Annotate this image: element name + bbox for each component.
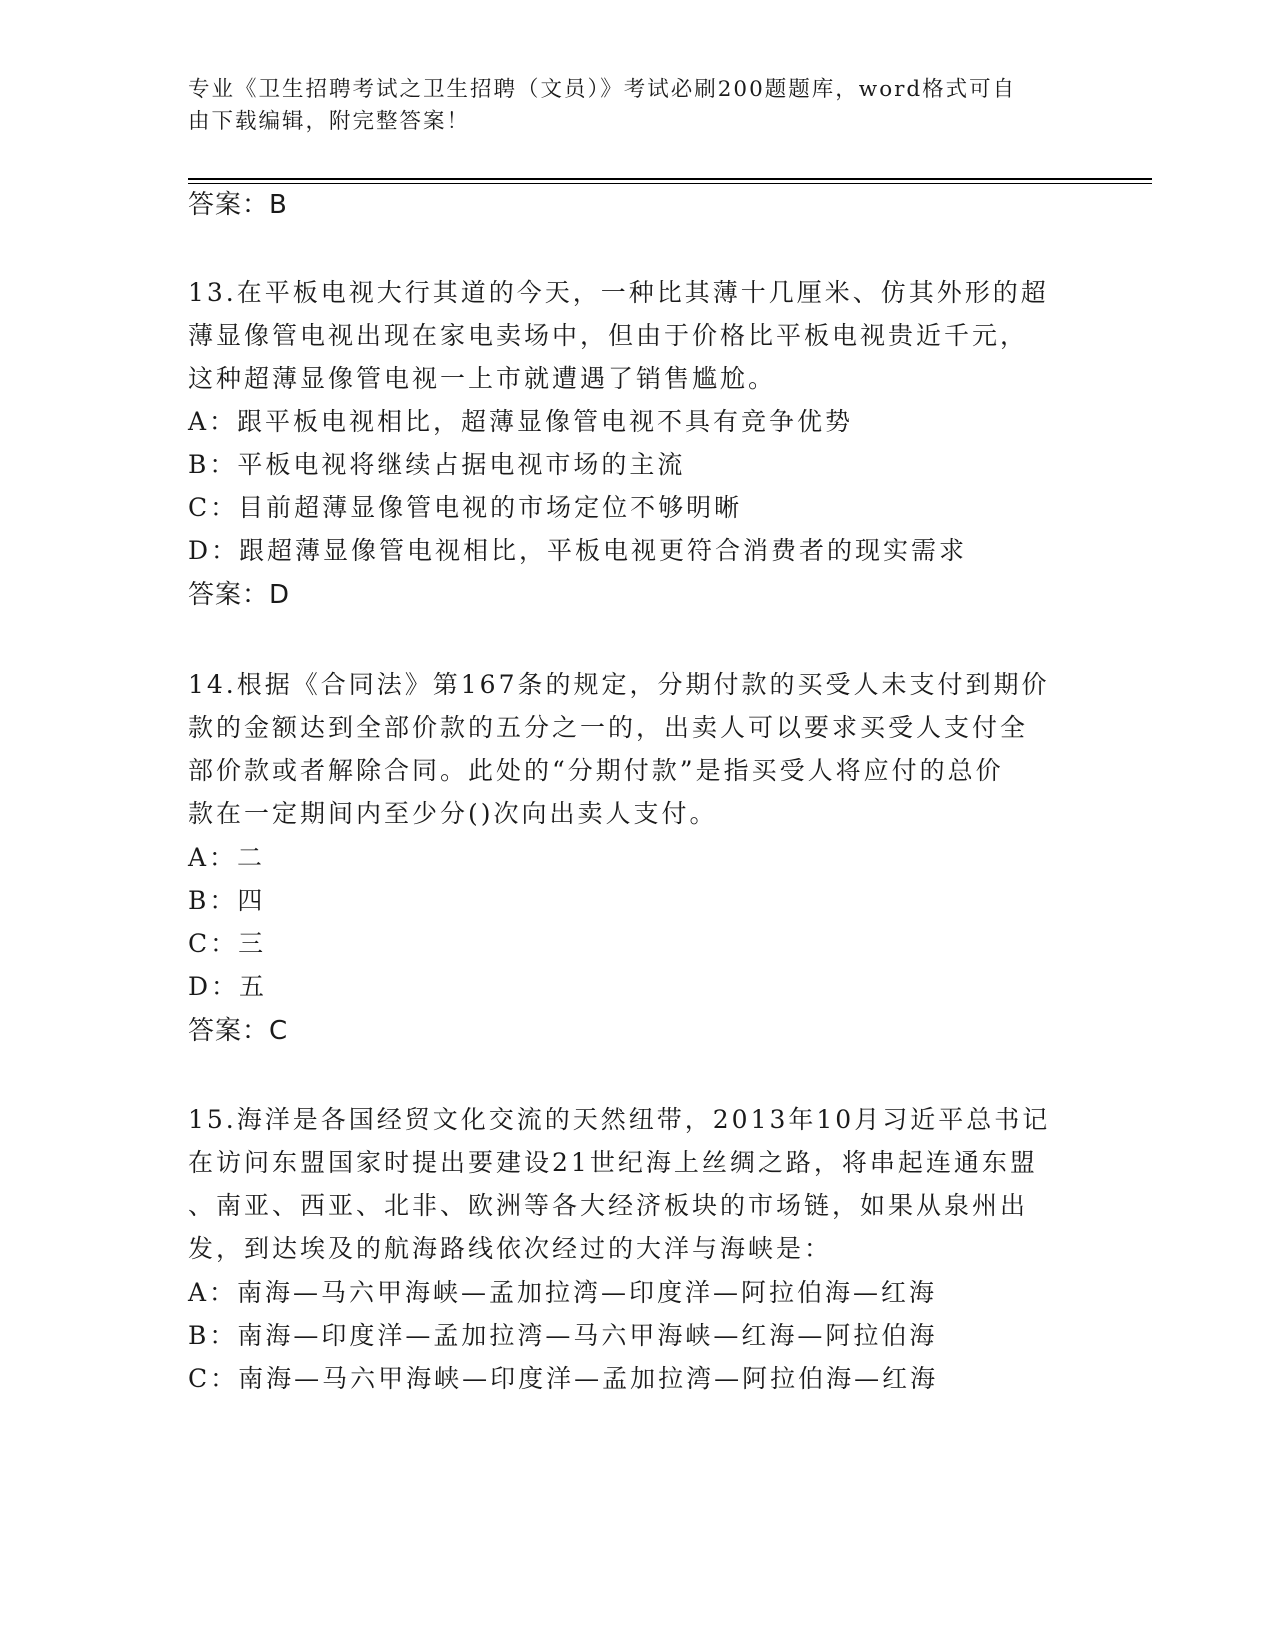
q13-line-2: 薄显像管电视出现在家电卖场中，但由于价格比平板电视贵近千元， bbox=[188, 321, 1029, 350]
q15-line-3: 、南亚、西亚、北非、欧洲等各大经济板块的市场链，如果从泉州出 bbox=[188, 1191, 1029, 1220]
q13-option-c: C：目前超薄显像管电视的市场定位不够明晰 bbox=[188, 493, 743, 522]
q13-option-b: B：平板电视将继续占据电视市场的主流 bbox=[188, 450, 686, 479]
q13-answer: 答案：D bbox=[188, 580, 291, 610]
q14-line-1: 14.根据《合同法》第167条的规定，分期付款的买受人未支付到期价 bbox=[188, 670, 1050, 699]
q14-line-3: 部价款或者解除合同。此处的“分期付款”是指买受人将应付的总价 bbox=[188, 756, 1004, 785]
header-line-1: 专业《卫生招聘考试之卫生招聘（文员）》考试必刷200题题库，word格式可自 bbox=[188, 77, 1017, 102]
q13-option-a: A：跟平板电视相比，超薄显像管电视不具有竞争优势 bbox=[188, 407, 854, 436]
q14-option-c: C：三 bbox=[188, 929, 267, 958]
q13-line-1: 13.在平板电视大行其道的今天，一种比其薄十几厘米、仿其外形的超 bbox=[188, 278, 1049, 307]
q15-line-4: 发，到达埃及的航海路线依次经过的大洋与海峡是： bbox=[188, 1234, 833, 1263]
q15-line-2: 在访问东盟国家时提出要建设21世纪海上丝绸之路，将串起连通东盟 bbox=[188, 1148, 1038, 1177]
q15-option-a: A：南海—马六甲海峡—孟加拉湾—印度洋—阿拉伯海—红海 bbox=[188, 1278, 938, 1307]
q14-answer: 答案：C bbox=[188, 1016, 289, 1046]
header-rule-bottom bbox=[188, 183, 1152, 184]
q14-option-d: D：五 bbox=[188, 972, 268, 1001]
q15-line-1: 15.海洋是各国经贸文化交流的天然纽带，2013年10月习近平总书记 bbox=[188, 1105, 1051, 1134]
q13-option-d: D：跟超薄显像管电视相比，平板电视更符合消费者的现实需求 bbox=[188, 536, 968, 565]
answer-previous: 答案：B bbox=[188, 190, 288, 220]
q15-option-c: C：南海—马六甲海峡—印度洋—孟加拉湾—阿拉伯海—红海 bbox=[188, 1364, 939, 1393]
q14-line-2: 款的金额达到全部价款的五分之一的，出卖人可以要求买受人支付全 bbox=[188, 713, 1029, 742]
q14-option-a: A：二 bbox=[188, 843, 266, 872]
q14-option-b: B：四 bbox=[188, 886, 266, 915]
header-line-2: 由下载编辑，附完整答案！ bbox=[188, 109, 471, 134]
q13-line-3: 这种超薄显像管电视一上市就遭遇了销售尴尬。 bbox=[188, 364, 777, 393]
q14-line-4: 款在一定期间内至少分()次向出卖人支付。 bbox=[188, 799, 718, 828]
q15-option-b: B：南海—印度洋—孟加拉湾—马六甲海峡—红海—阿拉伯海 bbox=[188, 1321, 938, 1350]
page-header bbox=[188, 74, 1068, 138]
header-rule-top bbox=[188, 178, 1152, 180]
